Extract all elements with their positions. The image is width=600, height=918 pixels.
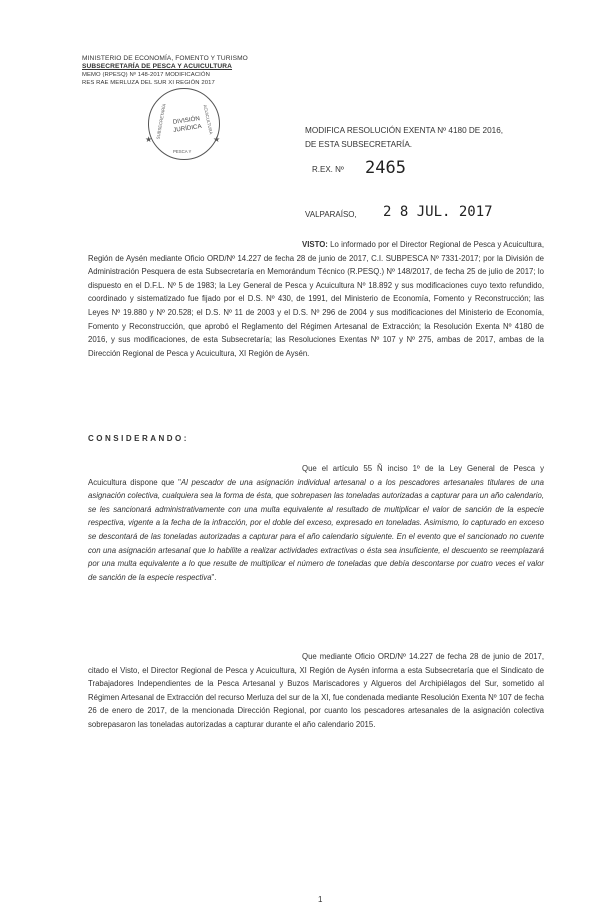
subject-line2: DE ESTA SUBSECRETARÍA.	[305, 140, 413, 149]
page-number: 1	[318, 895, 323, 904]
considerando-heading: CONSIDERANDO:	[88, 434, 189, 443]
visto-text: Lo informado por el Director Regional de Pesca y Acuicultura, Región de Aysén mediante Oficio ORD/Nº 14.227 de fecha 28 de junio de 2017, C.I. SUBPESCA Nº 7331-2017; por la División de Administración Pesquera de esta Subsecretaría en Memorándum Técnico (R.PESQ.) Nº 148/2017, de fecha 25 de julio de 2017; lo dispuesto en el D.F.L. Nº 5 de 1983; la Ley General de Pesca y Acuicultura Nº 18.892 y sus modificaciones cuyo texto refundido, coordinado y sistematizado fue fijado por el D.S. Nº 430, de 1991, del Ministerio de Economía, Fomento y Reconstrucción; las Leyes Nº 19.880 y Nº 20.528; el D.S. Nº 11 de 2003 y el D.S. Nº 296 de 2004 y sus modificaciones del Ministerio de Economía, Fomento y Reconstrucción, que aprobó el Reglamento del Régimen Artesanal de Extracción; la Resolución Exenta Nº 4180 de 2016, y sus modificaciones, de esta Subsecretaría; las Resoluciones Exentas Nº 107 y Nº 275, ambas de 2017, ambas de la Dirección Regional de Pesca y Acuicultura, XI Región de Aysén.	[88, 240, 545, 358]
stamp-ring-right-text: ACUICULTURA	[202, 104, 214, 135]
stamp-star-icon: ★	[213, 135, 221, 144]
ministry-name: MINISTERIO DE ECONOMÍA, FOMENTO Y TURISMO	[82, 55, 248, 62]
resolution-subject	[305, 124, 545, 152]
paragraph1-intro: Que el artículo 55 Ñ inciso 1º de la Ley General de Pesca y Acuicultura dispone que "	[88, 464, 544, 487]
resolution-number: 2465	[365, 158, 406, 178]
stamp-line2: JURÍDICA	[172, 123, 203, 134]
considerando-paragraph-2	[88, 650, 544, 732]
paragraph1-quote: Al pescador de una asignación individual artesanal o a los pescadores artesanales titulares de una asignación colectiva, cualquiera sea la forma de ésta, que sobrepasen las toneladas autorizadas a capturar para un año calendario, se les sancionará administrativamente con una multa equivalente al resultado de multiplicar el valor de sanción de la especie respectiva, vigente a la fecha de la infracción, por el doble del exceso, expresado en toneladas. Asimismo, lo capturado en exceso se descontará de las toneladas autorizadas a capturar para el año calendario siguiente. En el evento que el sancionado no cuente con una asignación artesanal que lo habilite a realizar actividades extractivas o ésta sea insuficiente, el descuento se reemplazará por una multa equivalente a lo que resulte de multiplicar el número de toneladas que debía descontarse por cuatro veces el valor de sanción de la especie respectiva	[88, 477, 544, 582]
resolution-label: R.EX. Nº	[312, 165, 344, 174]
stamp-star-icon: ★	[145, 135, 153, 144]
stamp-line1: DIVISIÓN	[172, 115, 201, 126]
subsecretaria-name: SUBSECRETARÍA DE PESCA Y ACUICULTURA	[82, 63, 233, 71]
subject-line1: MODIFICA RESOLUCIÓN EXENTA Nº 4180 DE 2016,	[305, 126, 504, 135]
stamp-center-text	[168, 115, 206, 136]
letterhead	[82, 55, 342, 87]
memo-reference-line2: RES RAE MERLUZA DEL SUR XI REGIÓN 2017	[82, 79, 215, 86]
memo-reference-line1: MEMO (RPESQ) Nº 148-2017 MODIFICACIÓN	[82, 71, 210, 78]
paragraph1-end: ".	[211, 572, 217, 582]
stamp-ring-left-text: SUBSECRETARÍA	[155, 103, 167, 140]
place-name: VALPARAÍSO,	[305, 210, 357, 219]
resolution-date-stamp: 2 8 JUL. 2017	[383, 204, 493, 220]
division-juridica-stamp	[145, 88, 221, 160]
visto-section	[88, 238, 544, 360]
paragraph2-text: Que mediante Oficio ORD/Nº 14.227 de fecha 28 de junio de 2017, citado el Visto, el Director Regional de Pesca y Acuicultura, XI Región de Aysén informa a esta Subsecretaría que el Sindicato de Trabajadores Independientes de la Pesca Artesanal y Buzos Mariscadores y Algueros del Archipiélagos del Sur, sometido al Régimen Artesanal de Extracción del recurso Merluza del sur de la XI, fue condenada mediante Resolución Exenta Nº 107 de fecha 26 de enero de 2017, de la mencionada Dirección Regional, por cuanto los pescadores artesanales de la asignación colectiva sobrepasaron las toneladas autorizadas a capturar durante el año calendario 2015.	[88, 652, 544, 729]
visto-label: VISTO:	[302, 240, 328, 249]
stamp-ring-bottom-text: PESCA Y	[173, 149, 192, 154]
considerando-paragraph-1	[88, 462, 544, 584]
